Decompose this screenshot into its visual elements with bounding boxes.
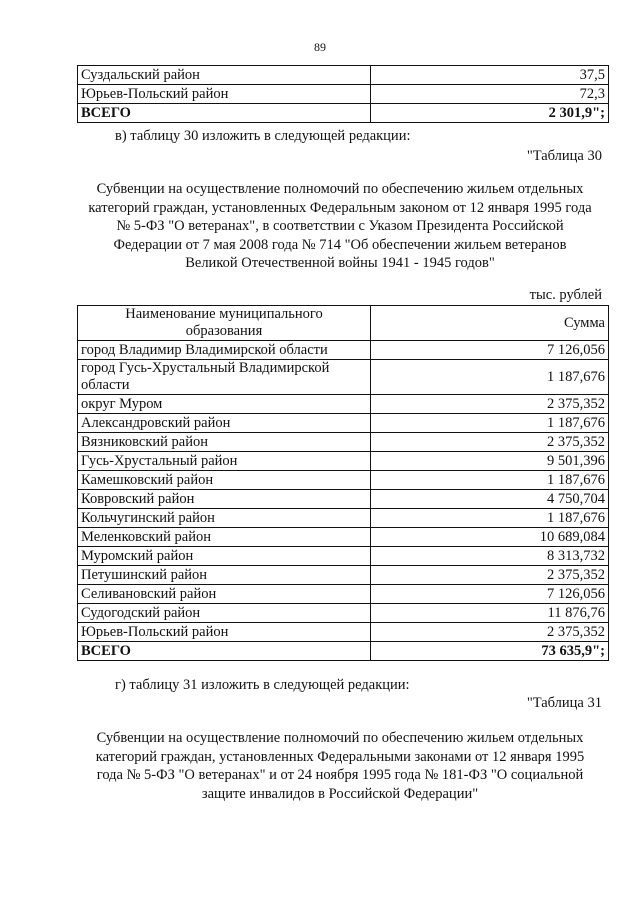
table-row (78, 360, 609, 395)
header-name (78, 306, 371, 341)
row-value: 2 375,352 (371, 566, 609, 585)
table30 (77, 305, 609, 661)
table-row (78, 509, 609, 528)
total-label: ВСЕГО (78, 642, 371, 661)
row-value: 8 313,732 (371, 547, 609, 566)
header-row (78, 306, 609, 341)
table-row (78, 85, 609, 104)
title-line: Субвенции на осуществление полномочий по обеспечению жильем отдельных (96, 181, 584, 197)
table30-title (60, 180, 620, 273)
row-value: 72,3 (371, 85, 609, 104)
title-line: Великой Отечественной войны 1941 - 1945 годов" (185, 255, 495, 272)
row-value: 2 375,352 (371, 433, 609, 452)
total-value: 73 635,9"; (371, 642, 609, 661)
page-number: 89 (314, 40, 326, 54)
table-row (78, 395, 609, 414)
table31-title (60, 729, 620, 803)
row-value: 11 876,76 (371, 604, 609, 623)
row-name: Суздальский район (78, 66, 371, 85)
table-row (78, 471, 609, 490)
title-line: Федерации от 7 мая 2008 года № 714 "Об обеспечении жильем ветеранов (113, 236, 567, 253)
row-name: Петушинский район (78, 566, 371, 585)
row-name: Селивановский район (78, 585, 371, 604)
instruction-v: в) таблицу 30 изложить в следующей редакции: (115, 128, 411, 144)
title-line: года № 5-ФЗ "О ветеранах" и от 24 ноября 1995 года № 181-ФЗ "О социальной (96, 767, 584, 784)
header-sum: Сумма (371, 306, 609, 341)
title-line: № 5-ФЗ "О ветеранах", в соответствии с Указом Президента Российской (116, 218, 564, 235)
row-value: 37,5 (371, 66, 609, 85)
table-row (78, 414, 609, 433)
row-value: 1 187,676 (371, 471, 609, 490)
row-value: 1 187,676 (371, 414, 609, 433)
row-name: Гусь-Хрустальный район (78, 452, 371, 471)
row-name: Ковровский район (78, 490, 371, 509)
row-name: Кольчугинский район (78, 509, 371, 528)
row-name: Александровский район (78, 414, 371, 433)
row-name: Меленковский район (78, 528, 371, 547)
table-row (78, 585, 609, 604)
row-value: 9 501,396 (371, 452, 609, 471)
header-name-line: образования (185, 323, 263, 339)
table31-label: "Таблица 31 (526, 695, 602, 711)
title-line: категорий граждан, установленных Федеральными законами от 12 января 1995 (95, 748, 585, 765)
table-row (78, 452, 609, 471)
table-row (78, 547, 609, 566)
table30-label: "Таблица 30 (526, 148, 602, 164)
row-value: 1 187,676 (371, 509, 609, 528)
row-name: округ Муром (78, 395, 371, 414)
total-value: 2 301,9"; (371, 104, 609, 123)
row-value: 7 126,056 (371, 585, 609, 604)
header-name-line: Наименование муниципального (125, 306, 323, 322)
row-name: Камешковский район (78, 471, 371, 490)
title-line: категорий граждан, установленных Федеральным законом от 12 января 1995 года (88, 199, 592, 216)
table-row (78, 528, 609, 547)
row-value: 7 126,056 (371, 341, 609, 360)
table-row (78, 433, 609, 452)
row-name: Судогодский район (78, 604, 371, 623)
title-line: Субвенции на осуществление полномочий по обеспечению жильем отдельных (96, 730, 584, 746)
row-value: 2 375,352 (371, 395, 609, 414)
row-name: Муромский район (78, 547, 371, 566)
table-row (78, 623, 609, 642)
instruction-g: г) таблицу 31 изложить в следующей редакции: (115, 677, 410, 693)
previous-table-tail (77, 65, 609, 123)
row-name: Юрьев-Польский район (78, 85, 371, 104)
row-value: 2 375,352 (371, 623, 609, 642)
total-row (78, 104, 609, 123)
row-value: 10 689,084 (371, 528, 609, 547)
table-row (78, 566, 609, 585)
row-name: город Гусь-Хрустальный Владимирской области (78, 360, 371, 395)
table-row (78, 66, 609, 85)
title-line: защите инвалидов в Российской Федерации" (201, 785, 479, 802)
row-value: 4 750,704 (371, 490, 609, 509)
row-name: Вязниковский район (78, 433, 371, 452)
total-row (78, 642, 609, 661)
table-row (78, 341, 609, 360)
row-value: 1 187,676 (371, 360, 609, 395)
row-name: город Владимир Владимирской области (78, 341, 371, 360)
row-name: Юрьев-Польский район (78, 623, 371, 642)
table-row (78, 604, 609, 623)
total-label: ВСЕГО (78, 104, 371, 123)
units-label: тыс. рублей (529, 287, 602, 303)
table-row (78, 490, 609, 509)
